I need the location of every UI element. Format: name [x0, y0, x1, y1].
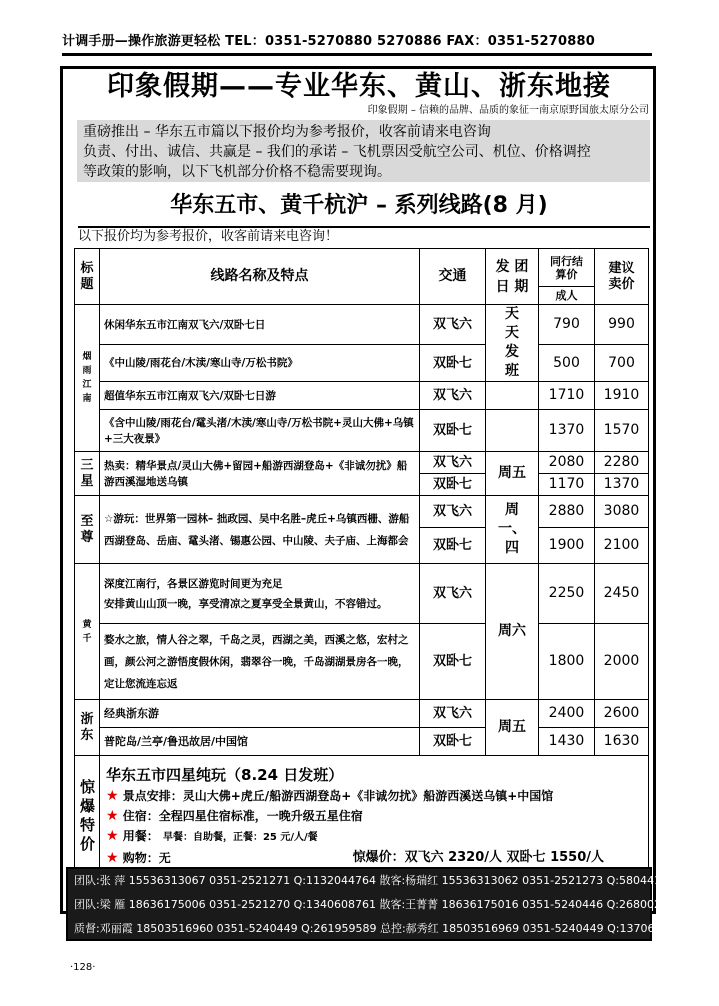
ad-subline: 印象假期 – 信赖的品牌、品质的象征一南京原野国旅太原分公司 [367, 105, 649, 116]
header-adult: 成人 [539, 287, 595, 305]
suggested-price: 2450 [595, 564, 649, 624]
star-icon: ★ [106, 827, 119, 844]
transport-fly-six: 双飞六 [420, 564, 486, 624]
header-transport: 交通 [420, 249, 486, 305]
transport-rail-seven: 双卧七 [420, 624, 486, 700]
promo-shopping: 购物：无 [122, 850, 171, 865]
header-route: 线路名称及特点 [100, 249, 420, 305]
promo-sites: 景点安排：灵山大佛+虎丘/船游西湖登岛+《非诚勿扰》船游西溪送乌镇+中国馆 [122, 788, 554, 803]
header-suggested-price: 建议卖价 [595, 249, 649, 305]
notice-line: 重磅推出 – 华东五市篇以下报价均为参考报价，收客前请来电咨询 [83, 124, 491, 140]
departure-saturday: 周六 [486, 564, 539, 700]
price-table [74, 248, 649, 876]
suggested-price: 1570 [595, 410, 649, 452]
suggested-price: 2280 [595, 452, 649, 474]
transport-rail-seven: 双卧七 [420, 474, 486, 496]
header-category: 标题 [75, 249, 100, 305]
transport-rail-seven: 双卧七 [420, 345, 486, 382]
suggested-price: 2100 [595, 528, 649, 564]
notice-box [77, 120, 650, 182]
peer-price: 1430 [539, 728, 595, 756]
promo-category: 惊爆特价 [75, 756, 100, 876]
route-huangqian-detail: 婺水之旅，情人谷之翠，千岛之灵，西湖之美，西溪之悠，宏村之画，颜公河之游悟度假休闲，翡翠谷一晚，千岛湖湖景房各一晚，定让您流连忘返 [100, 624, 420, 700]
ad-headline: 印象假期——专业华东、黄山、浙东地接 [107, 71, 611, 102]
suggested-price: 2600 [595, 700, 649, 728]
route-value-name: 超值华东五市江南双飞六/双卧七日游 [100, 382, 420, 410]
contacts-panel [66, 867, 689, 941]
peer-price: 2880 [539, 496, 595, 528]
notice-line: 等政策的影响，以下飞机部分价格不稳需要现询。 [83, 164, 391, 180]
peer-price: 790 [539, 305, 595, 345]
departure-empty [486, 410, 539, 452]
category-three-star: 三星 [75, 452, 100, 496]
header-peer-price: 同行结算价 [539, 249, 595, 287]
route-supreme: ☆游玩：世界第一园林– 拙政园、吴中名胜–虎丘+乌镇西栅、游船西湖登岛、岳庙、鼋头渚、锡惠公园、中山陵、夫子庙、上海都会 [100, 496, 420, 564]
departure-empty [486, 382, 539, 410]
route-leisure-sites: 《中山陵/雨花台/木渎/寒山寺/万松书院》 [100, 345, 420, 382]
contact-line: 质督:邓丽霞 18503516960 0351-5240449 Q:261959589 总控:郝秀红 18503516969 0351-5240449 Q:13706408 [74, 922, 676, 935]
category-zhedong: 浙东 [75, 700, 100, 756]
transport-rail-seven: 双卧七 [420, 728, 486, 756]
category-yanyu-jiangnan: 烟雨江南 [75, 305, 100, 452]
peer-price: 1170 [539, 474, 595, 496]
promo-sites-line [106, 786, 642, 806]
route-zhedong-name: 经典浙东游 [100, 700, 420, 728]
peer-price: 1800 [539, 624, 595, 700]
promo-title: 华东五市四星纯玩（8.24 日发班） [106, 765, 344, 784]
star-icon: ★ [106, 849, 119, 866]
route-leisure-name: 休闲华东五市江南双飞六/双卧七日 [100, 305, 420, 345]
transport-fly-six: 双飞六 [420, 496, 486, 528]
suggested-price: 990 [595, 305, 649, 345]
peer-price: 1370 [539, 410, 595, 452]
category-supreme: 至尊 [75, 496, 100, 564]
header-contact-line: 计调手册—操作旅游更轻松 TEL：0351-5270880 5270886 FAX：0351-5270880 [62, 28, 652, 56]
peer-price: 500 [539, 345, 595, 382]
suggested-price: 3080 [595, 496, 649, 528]
route-huangqian-line: 深度江南行，各景区游览时间更为充足 [104, 577, 283, 590]
departure-mon-thu: 周一、四 [486, 496, 539, 564]
transport-rail-seven: 双卧七 [420, 410, 486, 452]
suggested-price: 2000 [595, 624, 649, 700]
peer-price: 1710 [539, 382, 595, 410]
promo-meal-label: 用餐： [122, 828, 159, 843]
peer-price: 2250 [539, 564, 595, 624]
title-note: 以下报价均为参考报价，收客前请来电咨询！ [78, 229, 339, 244]
suggested-price: 700 [595, 345, 649, 382]
transport-fly-six: 双飞六 [420, 305, 486, 345]
peer-price: 2400 [539, 700, 595, 728]
notice-line: 负责、付出、诚信、共赢是 – 我们的承诺 – 飞机票因受航空公司、机位、价格调控 [83, 144, 591, 160]
peer-price: 2080 [539, 452, 595, 474]
departure-daily: 天天发班 [486, 305, 539, 382]
promo-stay-line [106, 806, 642, 826]
promo-shopping-line [106, 848, 642, 868]
suggested-price: 1910 [595, 382, 649, 410]
route-zhedong-sites: 普陀岛/兰亭/鲁迅故居/中国馆 [100, 728, 420, 756]
peer-price: 1900 [539, 528, 595, 564]
departure-friday: 周五 [486, 700, 539, 756]
contact-line: 团队:张 萍 15536313067 0351-2521271 Q:1132044764 散客:杨瑞红 15536313062 0351-2521273 Q:580441442 [74, 874, 682, 887]
contact-line: 团队:梁 雁 18636175006 0351-2521270 Q:1340608761 散客:王菁菁 18636175016 0351-5240446 Q:2680027646 [74, 898, 689, 911]
star-icon: ★ [106, 787, 119, 804]
header-departure: 发 团 日 期 [486, 249, 539, 305]
transport-rail-seven: 双卧七 [420, 528, 486, 564]
category-huangqian: 黄千 [75, 564, 100, 700]
transport-fly-six: 双飞六 [420, 700, 486, 728]
star-icon: ★ [106, 807, 119, 824]
transport-fly-six: 双飞六 [420, 452, 486, 474]
route-huangqian-line: 安排黄山山顶一晚，享受清凉之夏享受全景黄山，不容错过。 [104, 597, 388, 610]
suggested-price: 1370 [595, 474, 649, 496]
promo-box [100, 756, 649, 876]
page-number: ·128· [70, 962, 96, 973]
route-huangqian-intro [100, 564, 420, 624]
promo-meal-line [106, 826, 642, 848]
promo-meal-detail: 早餐：自助餐，正餐：25 元/人/餐 [162, 831, 318, 843]
departure-friday: 周五 [486, 452, 539, 496]
transport-fly-six: 双飞六 [420, 382, 486, 410]
promo-stay: 住宿：全程四星住宿标准，一晚升级五星住宿 [122, 808, 363, 823]
route-three-star: 热卖：精华景点/灵山大佛+留园+船游西湖登岛+《非诚勿扰》船游西溪湿地送乌镇 [100, 452, 420, 496]
series-title: 华东五市、黄千杭沪 – 系列线路(8 月) [170, 193, 548, 218]
promo-price: 惊爆价：双飞六 2320/人 双卧七 1550/人 [352, 849, 604, 865]
route-value-sites: 《含中山陵/雨花台/鼋头渚/木渎/寒山寺/万松书院+灵山大佛+乌镇+三大夜景》 [100, 410, 420, 452]
suggested-price: 1630 [595, 728, 649, 756]
